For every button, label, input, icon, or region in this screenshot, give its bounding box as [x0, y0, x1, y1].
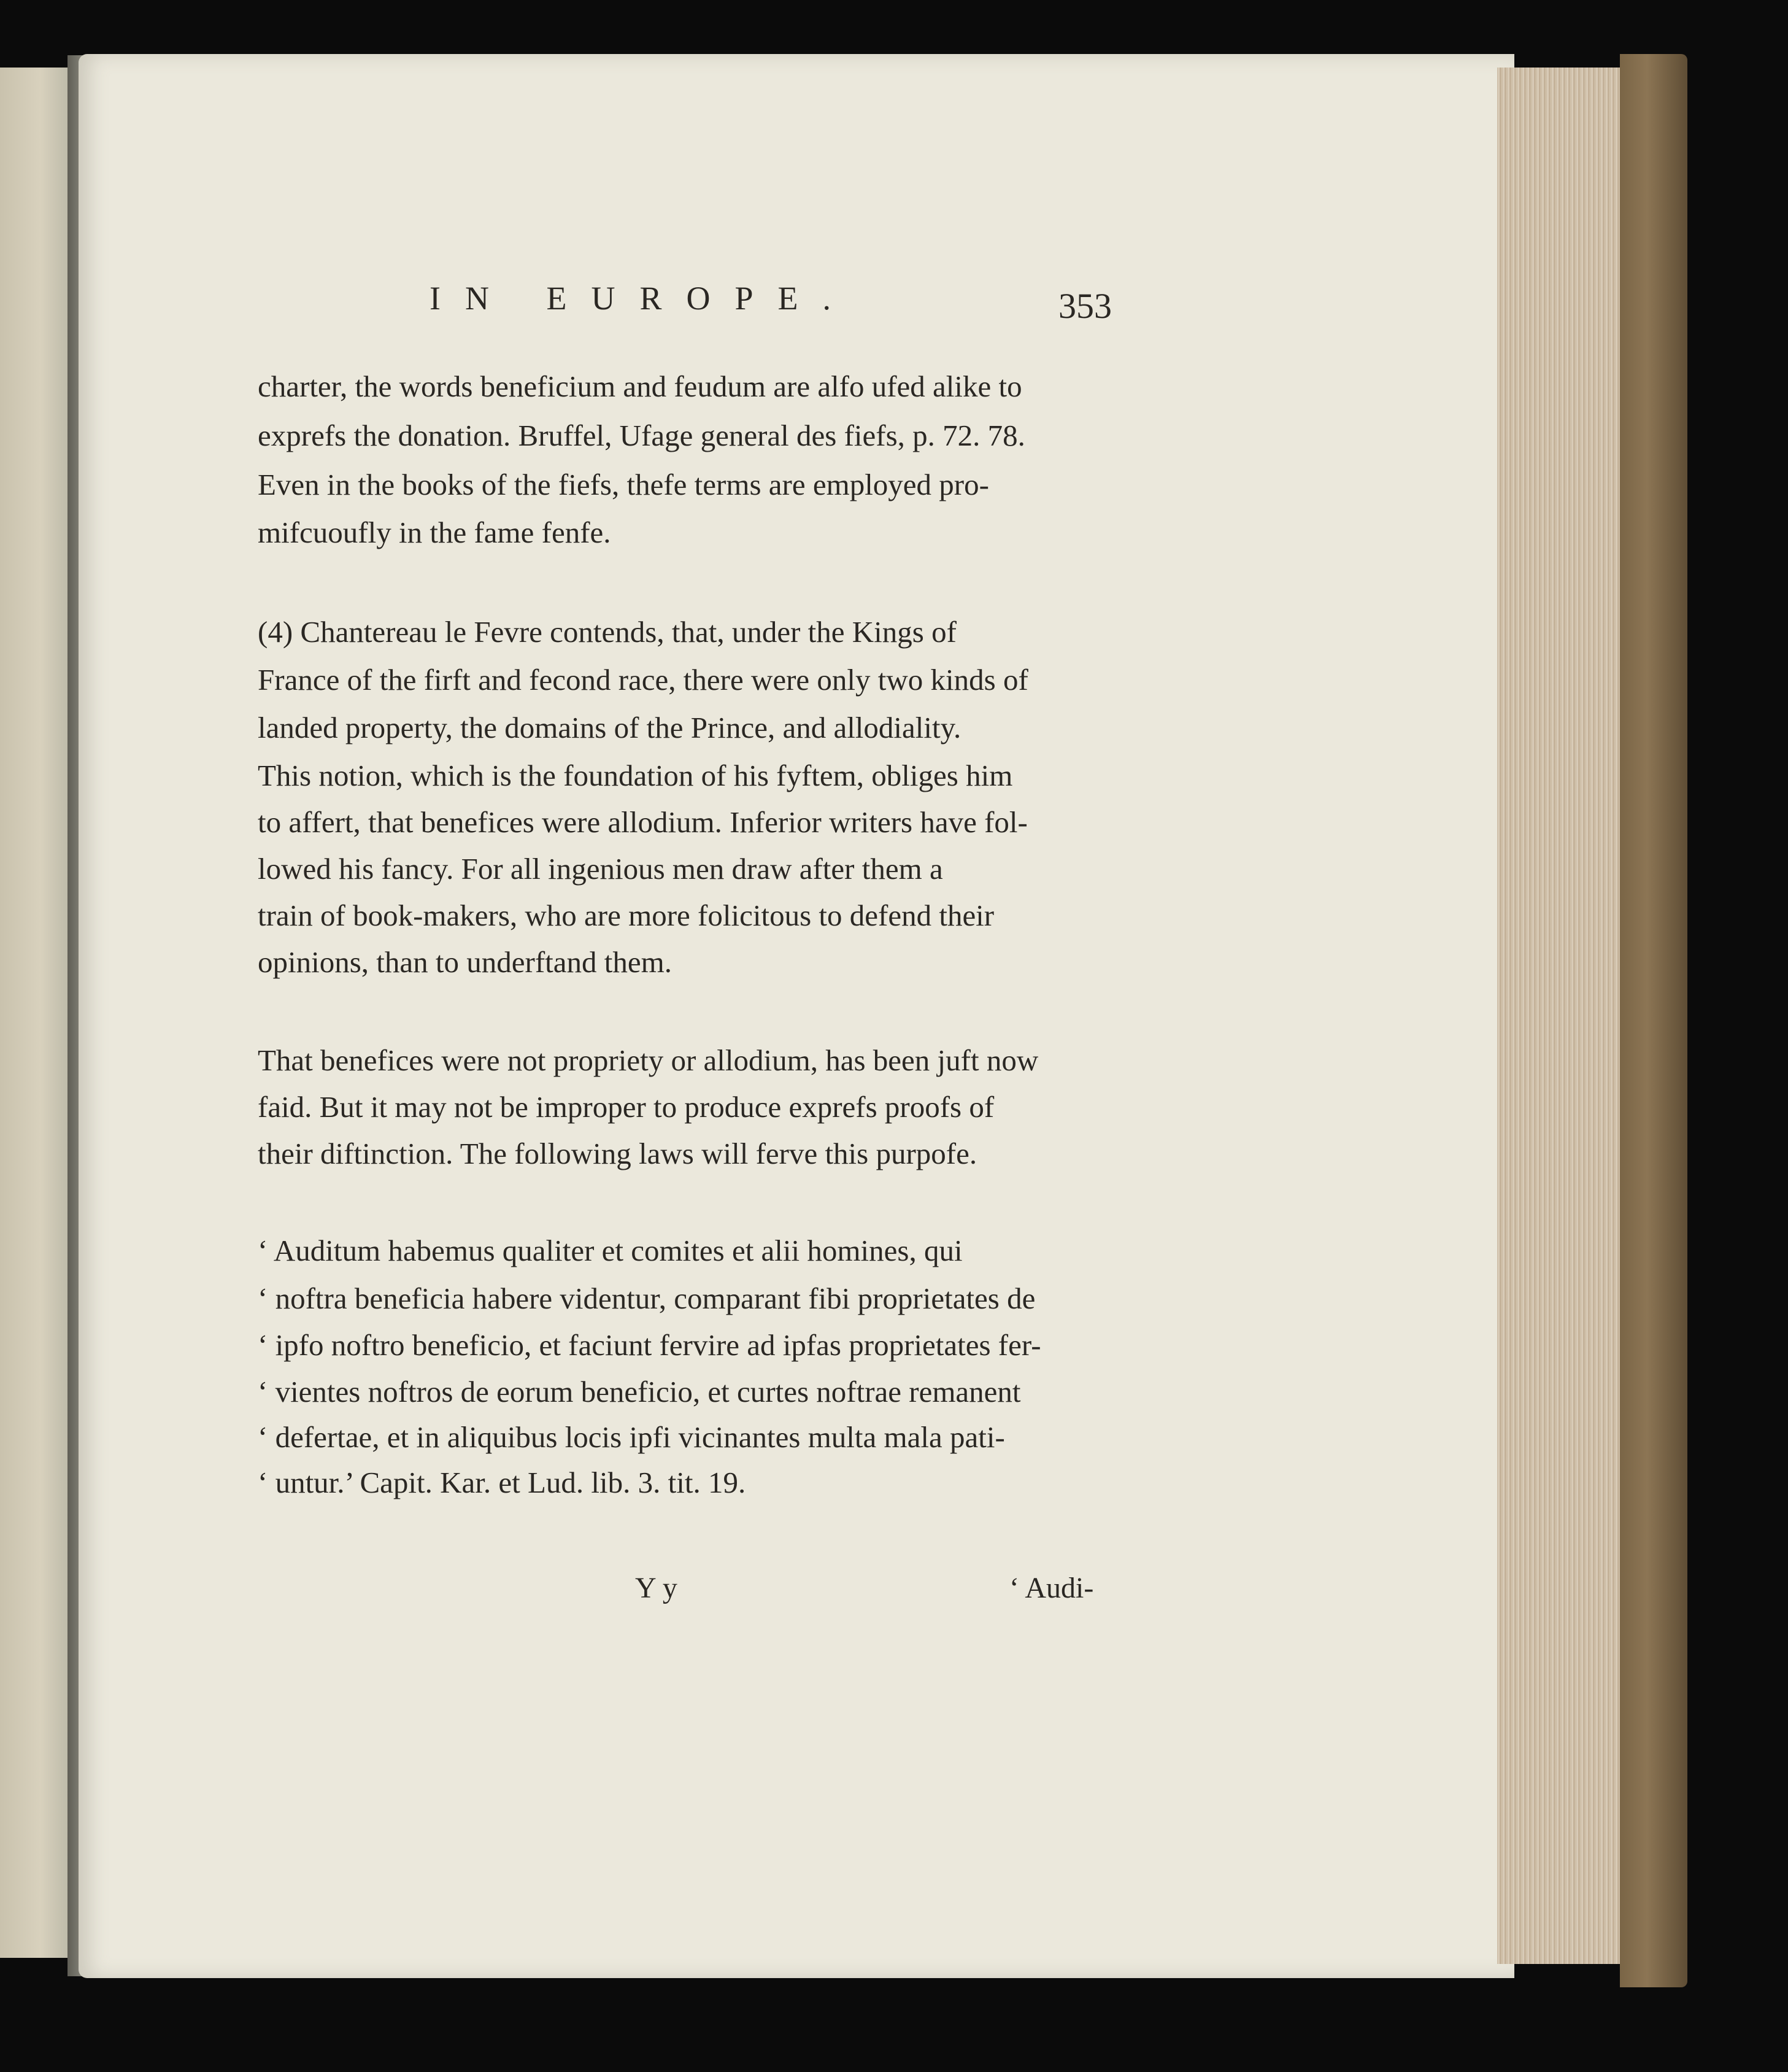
- body-line: lowed his fancy. For all ingenious men draw after them a: [258, 852, 943, 886]
- body-line: their diftinction. The following laws will ferve this purpofe.: [258, 1137, 977, 1170]
- body-line: landed property, the domains of the Prince, and allodiality.: [258, 711, 961, 744]
- body-line: ‘ ipfo noftro beneficio, et faciunt fervire ad ipfas proprietates fer-: [258, 1328, 1041, 1362]
- body-line: train of book-makers, who are more folicitous to defend their: [258, 899, 995, 932]
- body-line: This notion, which is the foundation of his fyftem, obliges him: [258, 759, 1013, 792]
- body-line: (4) Chantereau le Fevre contends, that, under the Kings of: [258, 615, 957, 649]
- body-line: mifcuoufly in the fame fenfe.: [258, 516, 611, 549]
- catchword: ‘ Audi-: [1009, 1572, 1094, 1604]
- book-cover: [1620, 54, 1687, 1987]
- signature-mark: Y y: [635, 1572, 677, 1604]
- body-line: to affert, that benefices were allodium. Inferior writers have fol-: [258, 805, 1028, 839]
- page-number: 353: [1058, 286, 1112, 326]
- body-line: ‘ vientes noftros de eorum beneficio, et curtes noftrae remanent: [258, 1375, 1021, 1409]
- body-line: That benefices were not propriety or allodium, has been juft now: [258, 1043, 1039, 1077]
- page-fore-edge: [1497, 68, 1638, 1964]
- body-line: opinions, than to underftand them.: [258, 945, 672, 979]
- body-line: France of the firft and fecond race, there were only two kinds of: [258, 663, 1028, 697]
- body-line: ‘ Auditum habemus qualiter et comites et alii homines, qui: [258, 1234, 963, 1267]
- body-line: ‘ noftra beneficia habere videntur, comparant fibi proprietates de: [258, 1281, 1036, 1315]
- body-line: ‘ untur.’ Capit. Kar. et Lud. lib. 3. tit. 19.: [258, 1466, 746, 1499]
- body-line: Even in the books of the fiefs, thefe terms are employed pro-: [258, 468, 989, 501]
- book-page: [79, 54, 1514, 1978]
- body-line: charter, the words beneficium and feudum are alfo ufed alike to: [258, 369, 1022, 403]
- body-line: faid. But it may not be improper to produce exprefs proofs of: [258, 1090, 995, 1124]
- running-title: IN EUROPE.: [430, 280, 855, 317]
- body-line: ‘ defertae, et in aliquibus locis ipfi vicinantes multa mala pati-: [258, 1420, 1005, 1454]
- body-line: exprefs the donation. Bruffel, Ufage general des fiefs, p. 72. 78.: [258, 419, 1025, 452]
- facing-page-edge: [0, 68, 74, 1958]
